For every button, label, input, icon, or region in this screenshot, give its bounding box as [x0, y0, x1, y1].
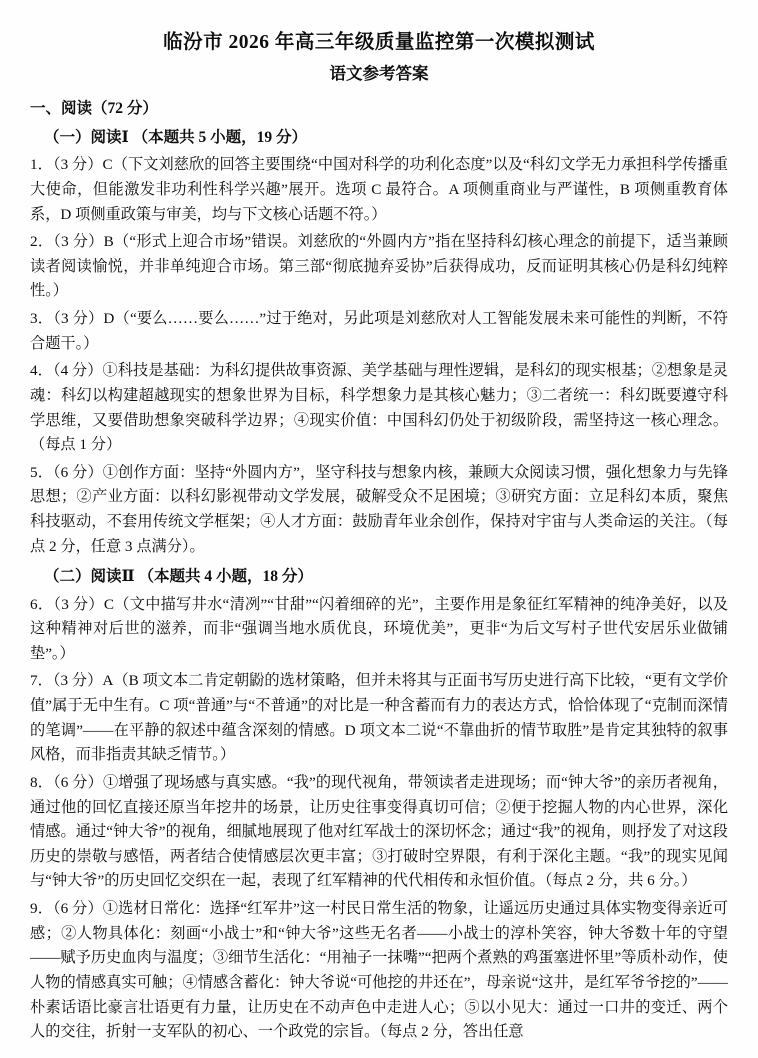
page-title: 临汾市 2026 年高三年级质量监控第一次模拟测试: [163, 32, 595, 53]
answer-item: 7．（3 分）A（B 项文本二肯定朝鼢的选材策略，但并未将其与正面书写历史进行高下比较，“更有文学价值”属于无中生有。C 项“普通”与“不普通”的对比是一种含蓄而有力的表达方式，恰恰体现了“克制而深情的笔调”——在平静的叙述中蕴含深刻的情感。D 项文本二说“不靠曲折的情节取胜”是肯定其独特的叙事风格，而非指责其缺乏情节。）: [30, 672, 728, 764]
subsection-heading-2: （二）阅读Ⅱ （本题共 4 小题，18 分）: [44, 568, 313, 586]
answer-item: 2．（3 分）B（“形式上迎合市场”错误。刘慈欣的“外圆内方”指在坚持科幻核心理念的前提下，适当兼顾读者阅读愉悦，并非单纯迎合市场。第三部“彻底抛弃妥协”后获得成功，反而证明其核心仍是科幻纯粹性。）: [30, 233, 728, 300]
answer-item: 8．（6 分）①增强了现场感与真实感。“我”的现代视角，带领读者走进现场；而“钟大爷”的亲历者视角，通过他的回忆直接还原当年挖井的场景，让历史往事变得真切可信；②便于挖掘人物的内心世界，深化情感。通过“钟大爷”的视角，细腻地展现了他对红军战士的深切怀念；通过“我”的视角，则抒发了对这段历史的崇敬与感悟，两者结合使情感层次更丰富；③打破时空界限，有利于深化主题。“我”的现实见闻与“钟大爷”的历史回忆交织在一起，表现了红军精神的代代相传和永恒价值。（每点 2 分，共 6 分。）: [30, 773, 728, 890]
answer-item: 4．（4 分）①科技是基础：为科幻提供故事资源、美学基础与理性逻辑，是科幻的现实根基；②想象是灵魂：科幻以构建超越现实的想象世界为目标，科学想象力是其核心魅力；③二者统一：科幻既要遵守科学思维，又要借助想象突破科学边界；④现实价值：中国科幻仍处于初级阶段，需坚持这一核心理念。（每点 1 分）: [30, 362, 728, 454]
answer-item: 1．（3 分）C（下文刘慈欣的回答主要围绕“中国对科学的功利化态度”以及“科幻文学无力承担科学传播重大使命，但能激发非功利性科学兴趣”展开。选项 C 最符合。A 项侧重商业与严谨性，B 项侧重教育体系，D 项侧重政策与审美，均与下文核心话题不符。）: [30, 156, 728, 223]
answer-item: 9．（6 分）①选材日常化：选择“红军井”这一村民日常生活的物象，让遥远历史通过具体实物变得亲近可感；②人物具体化：刻画“小战士”和“钟大爷”这些无名者——小战士的淳朴笑容，钟大爷数十年的守望——赋予历史血肉与温度；③细节生活化：“用袖子一抹嘴”“把两个煮熟的鸡蛋塞进怀里”等质朴动作，使人物的情感真实可触；④情感含蓄化：钟大爷说“可他挖的井还在”，母亲说“这井，是红军爷爷挖的”——朴素话语比豪言壮语更有力量，让历史在不动声色中走进人心；⑤以小见大：通过一口井的变迁、两个人的交往，折射一支军队的初心、一个政党的宗旨。（每点 2 分，答出任意: [30, 900, 728, 1041]
answer-item: 5．（6 分）①创作方面：坚持“外圆内方”，坚守科技与想象内核，兼顾大众阅读习惯，强化想象力与先锋思想；②产业方面：以科幻影视带动文学发展，破解受众不足困境；③研究方面：立足科幻本质，聚焦科技驱动，不套用传统文学框架；④人才方面：鼓励青年业余创作，保持对宇宙与人类命运的关注。（每点 2 分，任意 3 点满分）。: [30, 463, 728, 555]
page-subtitle: 语文参考答案: [329, 64, 429, 84]
section-reading: [30, 97, 728, 1045]
section-heading: 一、阅读（72 分）: [30, 99, 158, 117]
answer-item: 3．（3 分）D（“要么……要么……”过于绝对，另此项是刘慈欣对人工智能发展未来可能性的判断，不符合题干。）: [30, 310, 728, 352]
answer-item: 6．（3 分）C（文中描写井水“清冽”“甘甜”“闪着细碎的光”，主要作用是象征红军精神的纯净美好，以及这种精神对后世的滋养，而非“强调当地水质优良，环境优美”，更非“为后文写村子世代安居乐业做铺垫”。）: [30, 595, 728, 662]
subsection-heading-1: （一）阅读Ⅰ （本题共 5 小题，19 分）: [44, 129, 308, 147]
